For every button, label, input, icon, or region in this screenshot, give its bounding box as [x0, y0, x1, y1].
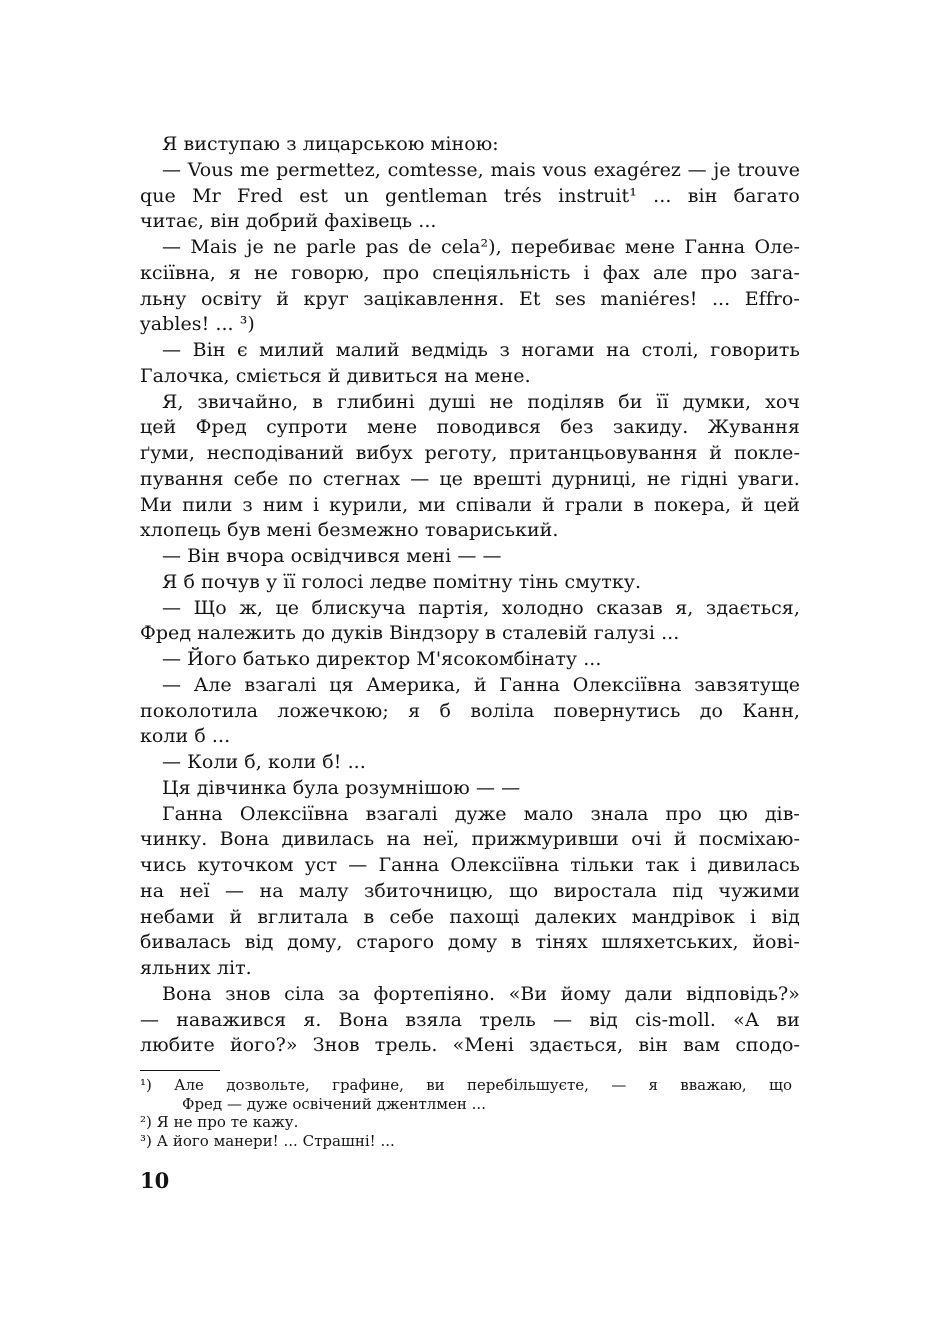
text-line: — Коли б, коли б! ...: [162, 751, 366, 773]
text-line: читає, він добрий фахівець ...: [140, 210, 437, 233]
text-line: коли б ...: [140, 725, 231, 748]
body-text: [140, 132, 800, 1059]
text-line: чись куточком уст — Ганна Олексіївна тільки так і дивилась: [140, 854, 800, 876]
text-line: — Його батько директор М'ясокомбінату ...: [162, 648, 602, 670]
footnote-divider: [140, 1070, 220, 1071]
text-line: Галочка, сміється й дивиться на мене.: [140, 364, 531, 387]
text-line: ксіївна, я не говорю, про спеціяльність і фах але про зага-: [140, 261, 800, 284]
text-line: — Він є милий малий ведмідь з ногами на столі, говорить: [162, 339, 800, 361]
footnote-line: ¹) Але дозвольте, графине, ви перебільшуєте, — я вважаю, що: [140, 1076, 792, 1094]
footnotes: [140, 1076, 792, 1150]
text-line: — Що ж, це блискуча партія, холодно сказав я, здається,: [162, 596, 800, 619]
text-line: — Mais je ne parle pas de cela²), перебиває мене Ганна Оле-: [162, 236, 800, 258]
text-line: на неї — на малу збиточницю, що виростала під чужими: [140, 879, 800, 902]
text-line: — Він вчора освідчився мені — —: [162, 545, 502, 567]
text-line: ґуми, несподіваний вибух реготу, пританцьовування й покле-: [140, 442, 800, 464]
text-line: — наважився я. Вона взяла трель — від cis-moll. «А ви: [140, 1008, 800, 1031]
page-number: 10: [140, 1168, 170, 1193]
text-line: любите його?» Знов трель. «Мені здається, він вам сподо-: [140, 1034, 800, 1057]
text-line: поколотила ложечкою; я б воліла повернутись до Канн,: [140, 699, 800, 722]
text-line: Я, звичайно, в глибині душі не поділяв би її думки, хоч: [162, 390, 800, 413]
text-line: — Але взагалі ця Америка, й Ганна Олексіївна завзятуще: [162, 673, 800, 696]
text-line: бивалась від дому, старого дому в тінях шляхетських, йові-: [140, 931, 800, 954]
text-line: чинку. Вона дивилась на неї, прижмуривши очі й посміхаю-: [140, 828, 800, 851]
text-line: пування себе по стегнах — це врешті дурниці, не гідні уваги.: [140, 467, 800, 490]
text-line: yables! ... ³): [140, 313, 255, 336]
text-line: небами й вглитала в себе пахощі далеких мандрівок і від: [140, 905, 800, 928]
footnote-line: ²) Я не про те кажу.: [140, 1113, 299, 1131]
text-line: льну освіту й круг зацікавлення. Et ses maniéres! ... Effro-: [140, 287, 800, 310]
text-line: Я б почув у її голосі ледве помітну тінь смутку.: [162, 570, 642, 593]
text-line: хлопець був мені безмежно товариський.: [140, 519, 559, 542]
text-line: цей Фред супроти мене поводився без закиду. Жування: [140, 416, 800, 439]
text-line: Фред належить до дуків Віндзору в сталевій галузі ...: [140, 622, 680, 645]
footnote-line: ³) А його манери! ... Страшні! ...: [140, 1131, 395, 1150]
text-line: Ми пили з ним і курили, ми співали й грали в покера, й цей: [140, 493, 800, 516]
text-line: que Mr Fred est un gentleman trés instruit¹ ... він багато: [140, 184, 800, 207]
text-line: Я виступаю з лицарською міною:: [162, 133, 499, 155]
text-line: Вона знов сіла за фортепіяно. «Ви йому дали відповідь?»: [162, 982, 800, 1005]
text-line: Ганна Олексіївна взагалі дуже мало знала про цю дів-: [162, 802, 800, 825]
text-line: яльних літ.: [140, 957, 252, 979]
text-line: — Vous me permettez, comtesse, mais vous exagérez — je trouve: [162, 158, 800, 181]
footnote-line: Фред — дуже освічений джентлмен ...: [182, 1094, 486, 1113]
text-line: Ця дівчинка була розумнішою — —: [162, 776, 521, 799]
